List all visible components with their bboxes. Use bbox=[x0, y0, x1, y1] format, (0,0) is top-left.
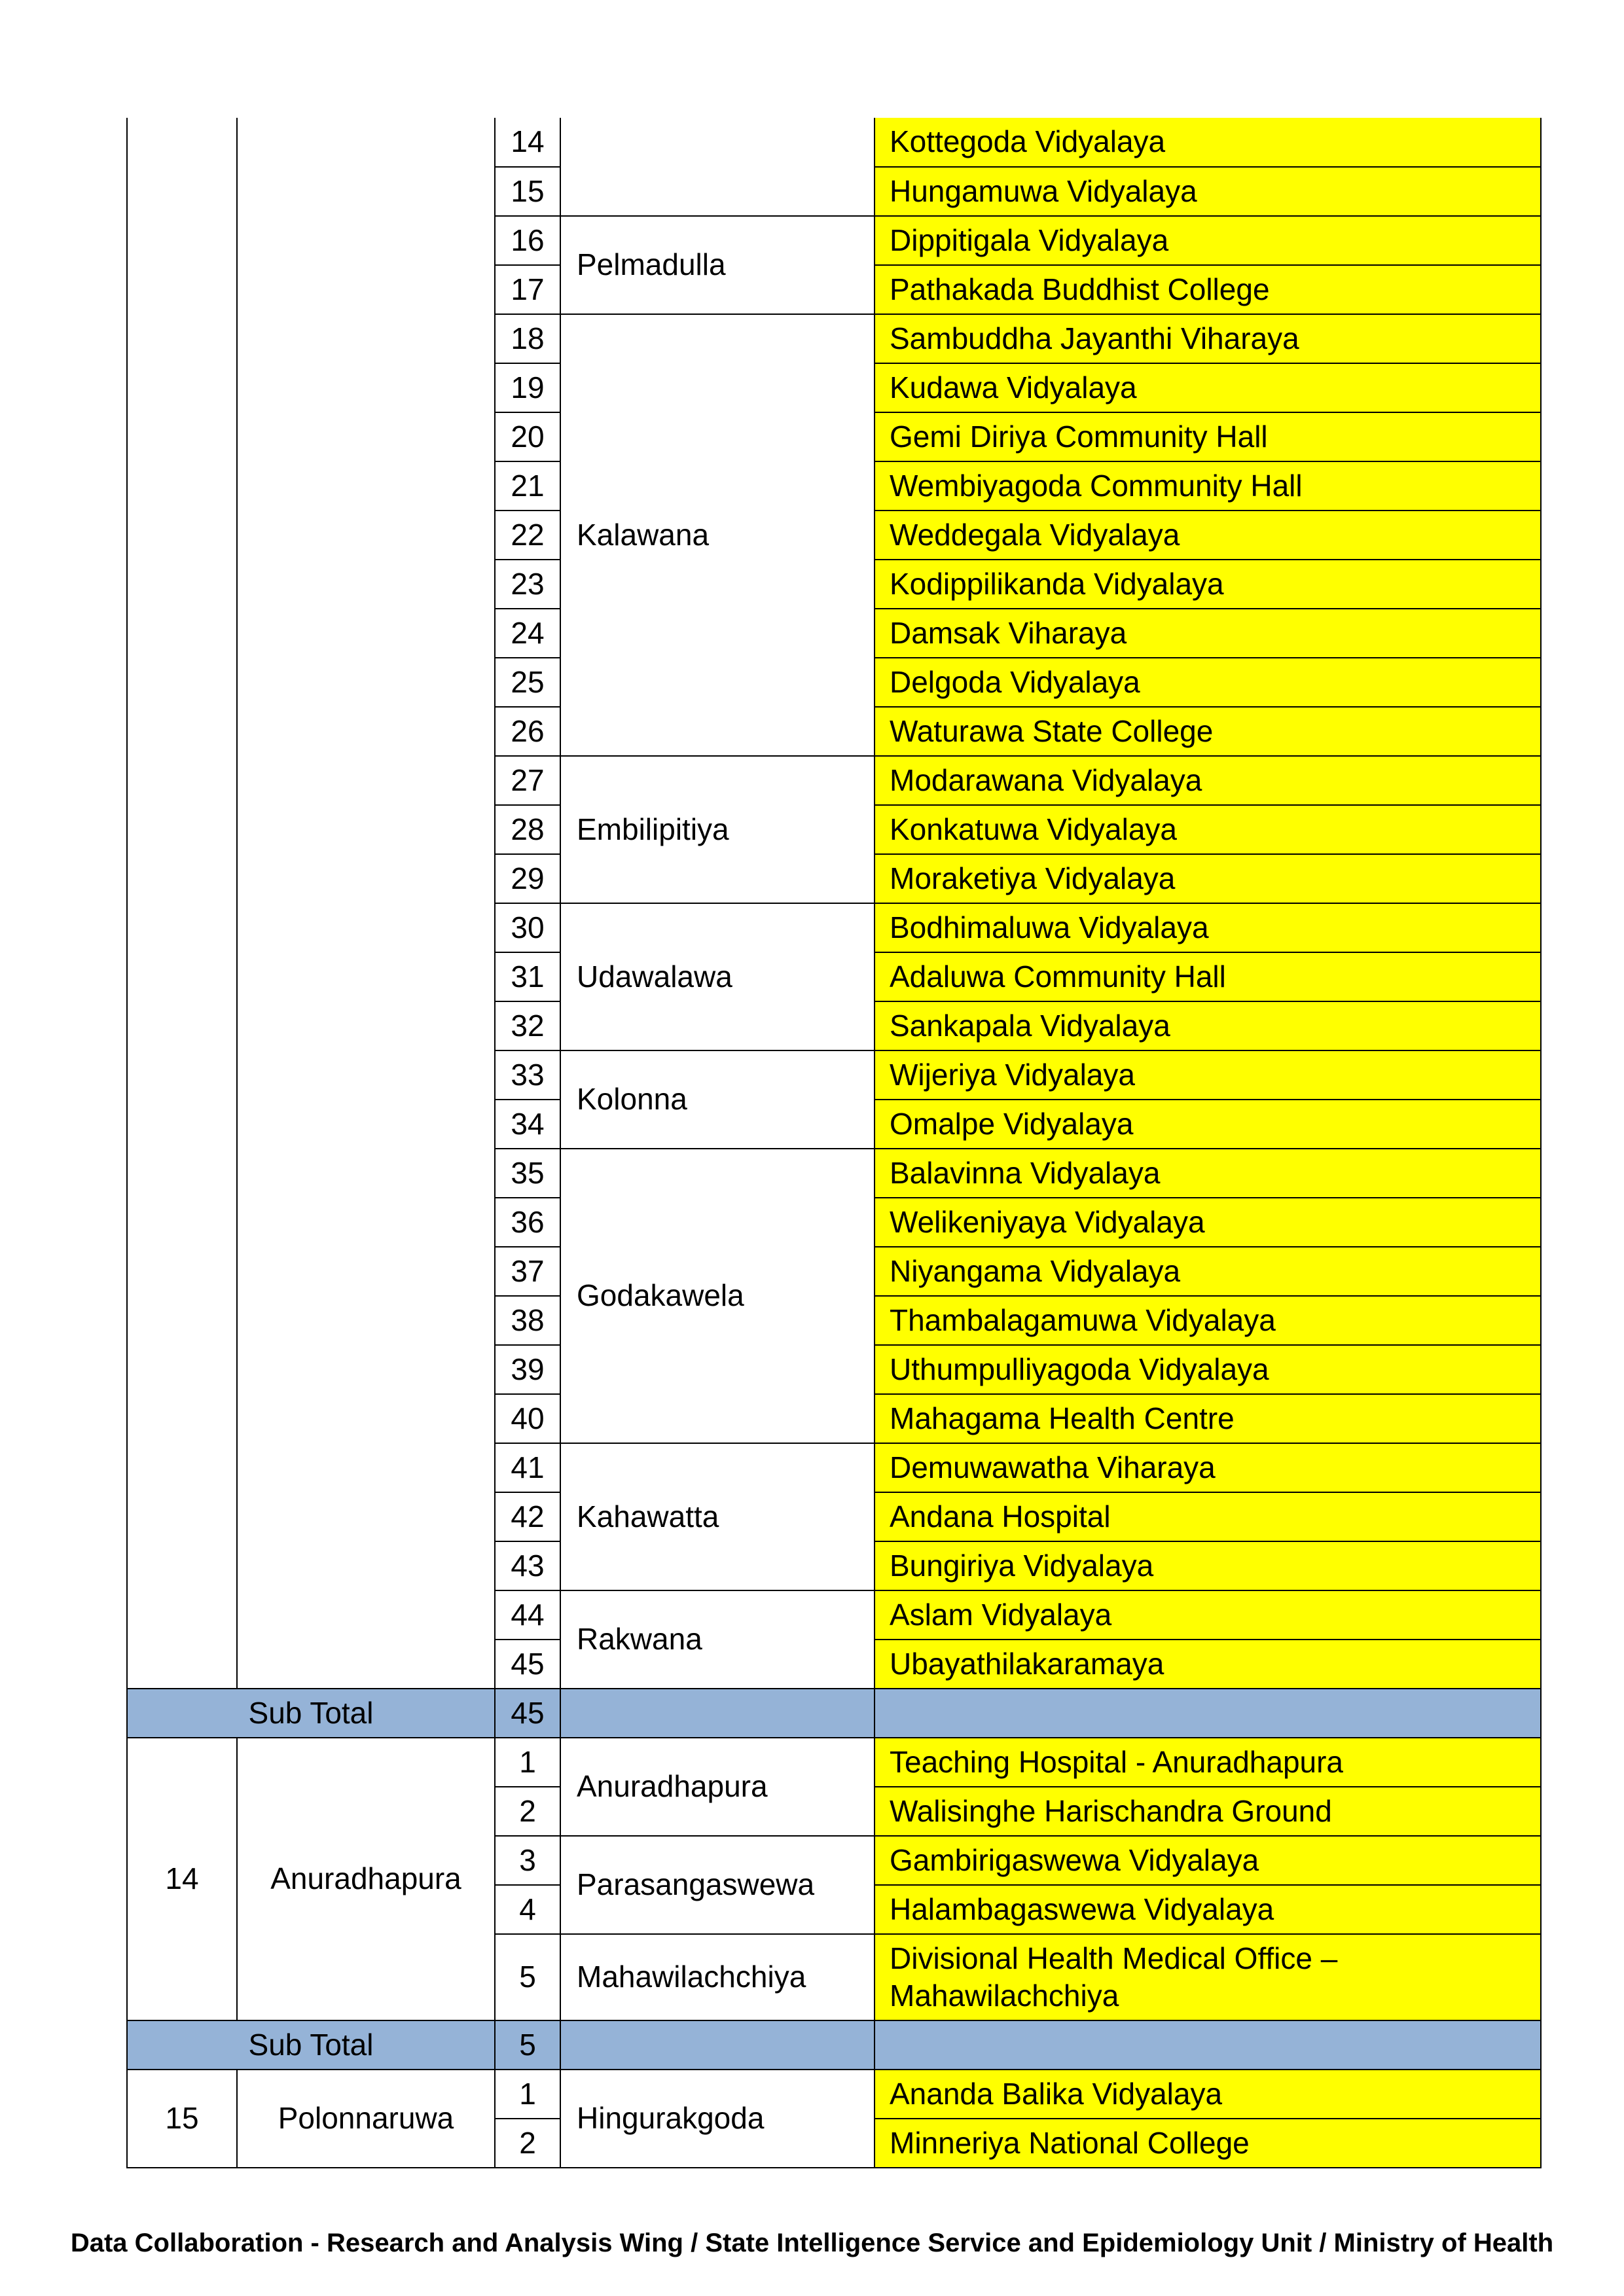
location-number-cell: 39 bbox=[495, 1345, 560, 1394]
location-number-cell: 26 bbox=[495, 707, 560, 756]
district-number-cell: 14 bbox=[127, 1738, 237, 2020]
location-number-cell: 31 bbox=[495, 952, 560, 1001]
location-number-cell: 44 bbox=[495, 1590, 560, 1640]
location-name-cell: Andana Hospital bbox=[875, 1492, 1541, 1541]
location-name-cell: Wijeriya Vidyalaya bbox=[875, 1050, 1541, 1100]
location-name-cell: Pathakada Buddhist College bbox=[875, 265, 1541, 314]
location-name-cell: Divisional Health Medical Office – Mahawilachchiya bbox=[875, 1934, 1541, 2020]
location-name-cell: Moraketiya Vidyalaya bbox=[875, 854, 1541, 903]
location-name-cell: Weddegala Vidyalaya bbox=[875, 511, 1541, 560]
location-name-cell: Walisinghe Harischandra Ground bbox=[875, 1787, 1541, 1836]
location-name-cell: Thambalagamuwa Vidyalaya bbox=[875, 1296, 1541, 1345]
moh-area-cell: Parasangaswewa bbox=[560, 1836, 875, 1934]
location-number-cell: 29 bbox=[495, 854, 560, 903]
location-number-cell: 28 bbox=[495, 805, 560, 854]
location-number-cell: 2 bbox=[495, 1787, 560, 1836]
location-name-cell: Teaching Hospital - Anuradhapura bbox=[875, 1738, 1541, 1787]
location-name-cell: Wembiyagoda Community Hall bbox=[875, 461, 1541, 511]
location-number-cell: 27 bbox=[495, 756, 560, 805]
subtotal-empty-area bbox=[560, 2020, 875, 2070]
moh-area-cell bbox=[560, 118, 875, 216]
location-name-cell: Kodippilikanda Vidyalaya bbox=[875, 560, 1541, 609]
moh-area-cell: Hingurakgoda bbox=[560, 2070, 875, 2168]
location-name-cell: Gambirigaswewa Vidyalaya bbox=[875, 1836, 1541, 1885]
district-name-cell: Anuradhapura bbox=[237, 1738, 495, 2020]
location-number-cell: 3 bbox=[495, 1836, 560, 1885]
location-number-cell: 41 bbox=[495, 1443, 560, 1492]
moh-area-cell: Kahawatta bbox=[560, 1443, 875, 1590]
location-name-cell: Delgoda Vidyalaya bbox=[875, 658, 1541, 707]
table-row bbox=[127, 2070, 1541, 2119]
moh-area-cell: Kalawana bbox=[560, 314, 875, 756]
location-number-cell: 42 bbox=[495, 1492, 560, 1541]
table-row bbox=[127, 118, 1541, 167]
district-name-cell: Polonnaruwa bbox=[237, 2070, 495, 2168]
moh-area-cell: Embilipitiya bbox=[560, 756, 875, 903]
location-number-cell: 23 bbox=[495, 560, 560, 609]
subtotal-row bbox=[127, 1689, 1541, 1738]
location-number-cell: 34 bbox=[495, 1100, 560, 1149]
location-number-cell: 30 bbox=[495, 903, 560, 952]
location-name-cell: Waturawa State College bbox=[875, 707, 1541, 756]
moh-area-cell: Udawalawa bbox=[560, 903, 875, 1050]
location-number-cell: 4 bbox=[495, 1885, 560, 1934]
location-number-cell: 19 bbox=[495, 363, 560, 412]
location-number-cell: 21 bbox=[495, 461, 560, 511]
location-name-cell: Konkatuwa Vidyalaya bbox=[875, 805, 1541, 854]
district-number-cell bbox=[127, 118, 237, 1689]
district-name-cell bbox=[237, 118, 495, 1689]
moh-area-cell: Mahawilachchiya bbox=[560, 1934, 875, 2020]
location-number-cell: 15 bbox=[495, 167, 560, 216]
location-name-cell: Bodhimaluwa Vidyalaya bbox=[875, 903, 1541, 952]
location-name-cell: Kudawa Vidyalaya bbox=[875, 363, 1541, 412]
location-name-cell: Aslam Vidyalaya bbox=[875, 1590, 1541, 1640]
subtotal-value: 45 bbox=[495, 1689, 560, 1738]
location-number-cell: 33 bbox=[495, 1050, 560, 1100]
location-number-cell: 14 bbox=[495, 118, 560, 167]
subtotal-row bbox=[127, 2020, 1541, 2070]
location-name-cell: Sambuddha Jayanthi Viharaya bbox=[875, 314, 1541, 363]
location-name-cell: Damsak Viharaya bbox=[875, 609, 1541, 658]
location-number-cell: 32 bbox=[495, 1001, 560, 1050]
location-name-cell: Omalpe Vidyalaya bbox=[875, 1100, 1541, 1149]
location-name-cell: Welikeniyaya Vidyalaya bbox=[875, 1198, 1541, 1247]
location-name-cell: Halambagaswewa Vidyalaya bbox=[875, 1885, 1541, 1934]
vaccination-centres-table bbox=[126, 118, 1542, 2168]
moh-area-cell: Godakawela bbox=[560, 1149, 875, 1443]
location-name-cell: Ubayathilakaramaya bbox=[875, 1640, 1541, 1689]
subtotal-value: 5 bbox=[495, 2020, 560, 2070]
location-number-cell: 2 bbox=[495, 2119, 560, 2168]
location-name-cell: Dippitigala Vidyalaya bbox=[875, 216, 1541, 265]
location-number-cell: 24 bbox=[495, 609, 560, 658]
location-number-cell: 40 bbox=[495, 1394, 560, 1443]
location-number-cell: 36 bbox=[495, 1198, 560, 1247]
location-name-cell: Demuwawatha Viharaya bbox=[875, 1443, 1541, 1492]
location-name-cell: Sankapala Vidyalaya bbox=[875, 1001, 1541, 1050]
location-number-cell: 1 bbox=[495, 2070, 560, 2119]
location-number-cell: 37 bbox=[495, 1247, 560, 1296]
location-number-cell: 43 bbox=[495, 1541, 560, 1590]
location-name-cell: Uthumpulliyagoda Vidyalaya bbox=[875, 1345, 1541, 1394]
page-footer: Data Collaboration - Research and Analysis Wing / State Intelligence Service and Epidemiology Unit / Ministry of Health bbox=[70, 2229, 1554, 2257]
location-number-cell: 18 bbox=[495, 314, 560, 363]
table-row bbox=[127, 1738, 1541, 1787]
moh-area-cell: Kolonna bbox=[560, 1050, 875, 1149]
location-name-cell: Modarawana Vidyalaya bbox=[875, 756, 1541, 805]
moh-area-cell: Rakwana bbox=[560, 1590, 875, 1689]
location-name-cell: Adaluwa Community Hall bbox=[875, 952, 1541, 1001]
location-name-cell: Niyangama Vidyalaya bbox=[875, 1247, 1541, 1296]
location-name-cell: Kottegoda Vidyalaya bbox=[875, 118, 1541, 167]
subtotal-empty-area bbox=[560, 1689, 875, 1738]
location-number-cell: 20 bbox=[495, 412, 560, 461]
location-number-cell: 45 bbox=[495, 1640, 560, 1689]
location-number-cell: 25 bbox=[495, 658, 560, 707]
location-name-cell: Bungiriya Vidyalaya bbox=[875, 1541, 1541, 1590]
location-number-cell: 38 bbox=[495, 1296, 560, 1345]
location-number-cell: 16 bbox=[495, 216, 560, 265]
location-number-cell: 17 bbox=[495, 265, 560, 314]
location-name-cell: Ananda Balika Vidyalaya bbox=[875, 2070, 1541, 2119]
location-name-cell: Balavinna Vidyalaya bbox=[875, 1149, 1541, 1198]
location-name-cell: Hungamuwa Vidyalaya bbox=[875, 167, 1541, 216]
subtotal-label: Sub Total bbox=[127, 2020, 495, 2070]
location-number-cell: 1 bbox=[495, 1738, 560, 1787]
district-number-cell: 15 bbox=[127, 2070, 237, 2168]
moh-area-cell: Pelmadulla bbox=[560, 216, 875, 314]
location-name-cell: Gemi Diriya Community Hall bbox=[875, 412, 1541, 461]
subtotal-empty-location bbox=[875, 1689, 1541, 1738]
location-number-cell: 5 bbox=[495, 1934, 560, 2020]
subtotal-label: Sub Total bbox=[127, 1689, 495, 1738]
location-name-cell: Minneriya National College bbox=[875, 2119, 1541, 2168]
moh-area-cell: Anuradhapura bbox=[560, 1738, 875, 1836]
location-name-cell: Mahagama Health Centre bbox=[875, 1394, 1541, 1443]
location-number-cell: 22 bbox=[495, 511, 560, 560]
subtotal-empty-location bbox=[875, 2020, 1541, 2070]
location-number-cell: 35 bbox=[495, 1149, 560, 1198]
